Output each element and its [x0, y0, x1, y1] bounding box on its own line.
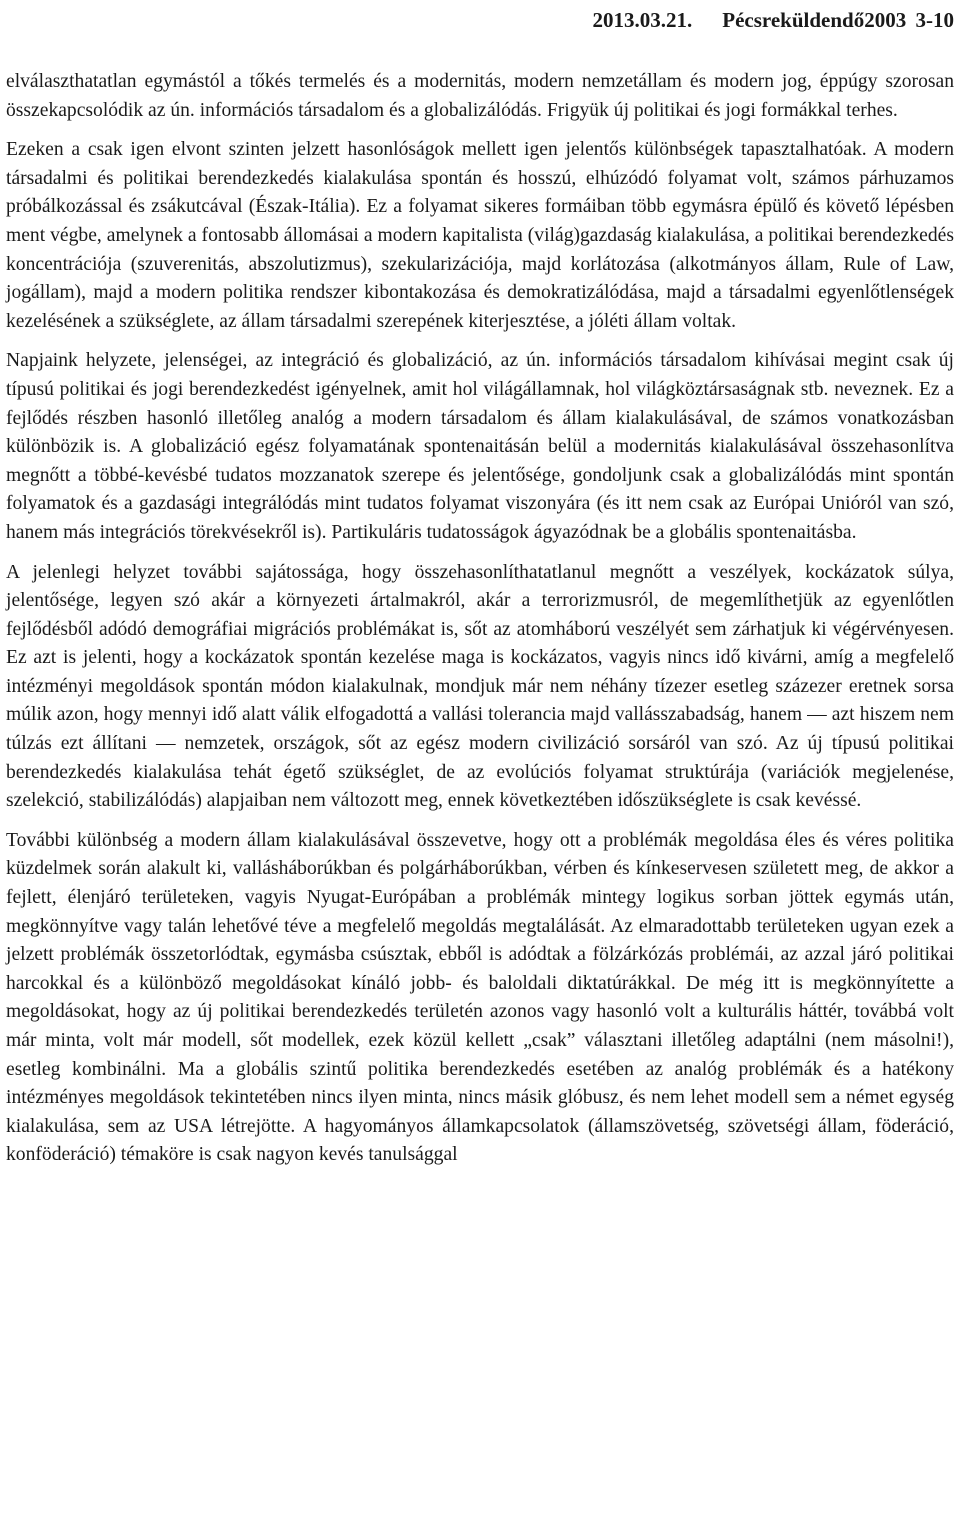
header-date: 2013.03.21. — [592, 8, 693, 32]
running-header — [6, 0, 954, 40]
paragraph: Napjaink helyzete, jelenségei, az integráció és globalizáció, az ún. információs társadalom kihívásai megint csak új típusú politikai és jogi berendezkedést igényelnek, amit hol világállamnak, hol világköztársaságnak stb. neveznek. Ez a fejlődés részben hasonló illetőleg analóg a modern társadalom és állam kialakulásával, de számos vonatkozásban különbözik is. A globalizáció egész folyamatának spontenaitásán belül a modernitás kialakulásával összehasonlítva megnőtt a többé-kevésbé tudatos mozzanatok szerepe és jelentősége, gondoljunk csak a globalizálódás mint spontán folyamatok és a gazdasági integrálódás mint tudatos folyamat viszonyára (és itt nem csak az Európai Unióról van szó, hanem más integrációs törekvésekről is). Partikuláris tudatosságok ágyazódnak be a globális spontenaitásba. — [6, 350, 954, 543]
header-filename: Pécsreküldendő2003 — [722, 8, 907, 32]
paragraph: A jelenlegi helyzet további sajátossága, hogy összehasonlíthatatlanul megnőtt a veszélyek, kockázatok súlya, jelentősége, legyen szó akár a környezeti ártalmakról, akár a terrorizmusról, de megemlíthetjük az egyenlőtlen fejlődésből adódó demográfiai migrációs problémákat is, sőt az atomháború veszélyét sem zárhatjuk ki végérvényesen. Ez azt is jelenti, hogy a kockázatok spontán kezelése maga is kockázatos, vagyis nincs idő kivárni, amíg a megfelelő intézményi megoldások spontán módon kialakulnak, mondjuk már nem néhány tízezer esetleg százezer eretnek sorsa múlik azon, hogy mennyi idő alatt válik elfogadottá a vallási tolerancia majd vallásszabadság, hanem — azt hiszem nem túlzás ezt állítani — nemzetek, országok, sőt az egész modern civilizáció sorsáról van szó. Az új típusú politikai berendezkedés kialakulása tehát égető szükséglet, de az evolúciós folyamat struktúrája (variációk megjelenése, szelekció, stabilizálódás) alapjaiban nem változott meg, ennek következtében időszükséglete is csak kevéssé. — [6, 561, 954, 812]
header-page-range: 3-10 — [915, 8, 954, 32]
document-body — [6, 68, 954, 1170]
document-page — [6, 0, 954, 1170]
paragraph: További különbség a modern állam kialakulásával összevetve, hogy ott a problémák megoldása éles és véres politika küzdelmek során alakult ki, vallásháborúkban és polgárháborúkban, vérben és kínkeservesen született meg, de akkor a fejlett, élenjáró területeken, vagyis Nyugat-Európában a problémák mintegy logikus sorban jöttek egymás után, megkönnyítve vagy talán lehetővé téve a megfelelő megoldás megtalálását. Az elmaradottabb területeken ugyan ezek a jelzett problémák összetorlódtak, egymásba csúsztak, ebből is adódtak a fölzárkózás problémái, az azzal járó politikai harcokkal és a különböző megoldásokat kínáló jobb- és baloldali diktatúrákkal. De még itt is megkönnyítette a megoldásokat, hogy az új politikai berendezkedés területén azonos vagy hasonló volt a kulturális háttér, továbbá volt már minta, volt már modell, sőt modellek, ezek közül kellett „csak” választani illetőleg adaptálni (nem másolni!), esetleg kombinálni. Ma a globális szintű politika berendezkedés esetében az analóg problémák és a hatékony intézményes megoldások tekintetében nincs ilyen minta, nincs másik glóbusz, és nem lehet modell sem a német egység kialakulása, sem az USA létrejötte. A hagyományos államkapcsolatok (államszövetség, szövetségi állam, föderáció, konföderáció) témaköre is csak nagyon kevés tanulsággal — [6, 829, 954, 1166]
paragraph: elválaszthatatlan egymástól a tőkés termelés és a modernitás, modern nemzetállam és modern jog, éppúgy szorosan összekapcsolódik az ún. információs társadalom és a globalizálódás. Frigyük új politikai és jogi formákkal terhes. — [6, 71, 954, 121]
paragraph: Ezeken a csak igen elvont szinten jelzett hasonlóságok mellett igen jelentős különbségek tapasztalhatóak. A modern társadalmi és politikai berendezkedés kialakulása spontán és hosszú, elhúzódó folyamat volt, számos párhuzamos próbálkozással és zsákutcával (Észak-Itália). Ez a folyamat sikeres formáiban több egymásra épülő és követő lépésben ment végbe, amelynek a fontosabb állomásai a modern kapitalista (világ)gazdaság kialakulása, a politikai berendezkedés koncentrációja (szuverenitás, abszolutizmus), szekularizációja, majd korlátozása (alkotmányos állam, Rule of Law, jogállam), majd a modern politika rendszer kibontakozása és demokratizálódása, majd a társadalmi egyenlőtlenségek kezelésének a szükséglete, az állam társadalmi szerepének kiterjesztése, a jóléti állam voltak. — [6, 139, 954, 332]
